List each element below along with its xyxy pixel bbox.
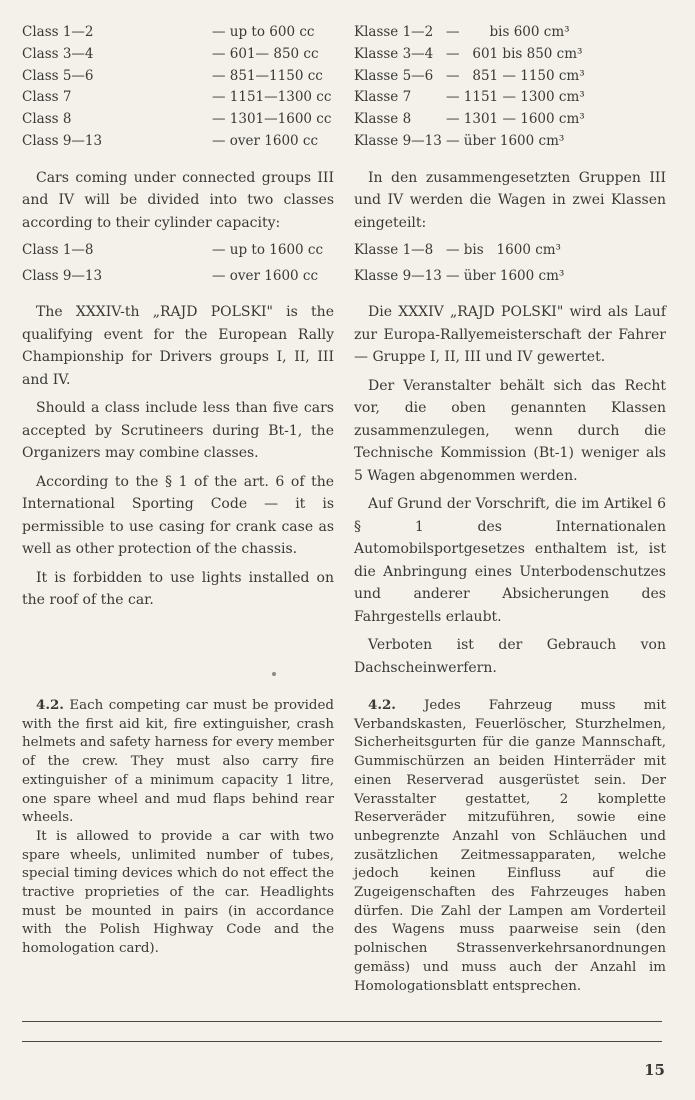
class-row [22, 44, 334, 66]
class-name: Class 8 [22, 111, 72, 128]
section-body: Each competing car must be provided with the first aid kit, fire extinguisher, crash helmets and safety harness for every member of the crew. They must also carry fire extinguisher of a minimum capacity 1 litre, one spare wheel and mud flaps behind rear wheels. [22, 698, 334, 826]
class-name: Class 1—2 [22, 24, 94, 40]
class-range: — 601— 850 cc [212, 45, 319, 62]
class-name: Klasse 9—13 [354, 132, 442, 149]
class-range: — bis 1600 cm³ [446, 242, 561, 259]
class-row [22, 66, 334, 88]
class-name: Class 5—6 [22, 67, 94, 84]
connected-groups-text: In den zusammengesetzten Gruppen III und IV werden die Wagen in zwei Klassen eingeteilt: [354, 169, 666, 231]
class-range: — over 1600 cc [212, 132, 319, 149]
class-range: — 1151—1300 cc [212, 89, 332, 106]
class-range: — 601 bis 850 cm³ [446, 45, 583, 62]
class-row [354, 87, 666, 109]
connected-groups-text: Cars coming under connected groups III and IV will be divided into two classes according to their cylinder capacity: [22, 169, 334, 231]
class-range: — 851 — 1150 cm³ [446, 67, 585, 84]
class-row [354, 131, 666, 153]
class-name: Class 9—13 [22, 268, 103, 285]
class-name: Class 7 [22, 89, 72, 106]
class-range: — 1301—1600 cc [212, 111, 332, 128]
section-4-2-text-2: It is allowed to provide a car with two spare wheels, unlimited number of tubes, special timing devices which do not effect the tractive proprieties of the car. Headlights must be mounted in pairs (in accordance with the Polish Highway Code and the homologation card). [22, 828, 334, 957]
class-row [22, 131, 334, 153]
class-name: Klasse 7 [354, 89, 412, 106]
class-name: Klasse 3—4 [354, 45, 434, 62]
class-name: Class 1—8 [22, 242, 94, 259]
class-range: — 1151 — 1300 cm³ [446, 89, 585, 106]
class-row [22, 22, 334, 44]
class-range: — über 1600 cm³ [446, 268, 565, 285]
german-section-4-2 [354, 696, 666, 996]
class-row [354, 263, 666, 289]
class-range: — bis 600 cm³ [446, 24, 570, 40]
class-range: — up to 1600 cc [212, 242, 324, 259]
class-name: Class 3—4 [22, 45, 94, 62]
qualifying-paragraph: Die XXXIV „RAJD POLSKI" wird als Lauf zur Europa-Rallyemeisterschaft der Fahrer — Gruppe I, II, III und IV gewertet. [354, 304, 666, 366]
class-row [354, 109, 666, 131]
connected-class-table-de [354, 237, 666, 289]
sporting-code-paragraph: According to the § 1 of the art. 6 of the International Sporting Code — it is permissible to use casing for crank case as well as other protection of the chassis. [22, 473, 334, 558]
class-row [354, 237, 666, 263]
class-range: — über 1600 cm³ [446, 132, 565, 149]
section-number: 4.2. [368, 697, 396, 713]
class-range: — 1301 — 1600 cm³ [446, 111, 585, 128]
class-name: Klasse 1—8 [354, 242, 434, 259]
page-number: 15 [644, 1061, 665, 1079]
class-name: Klasse 9—13 [354, 268, 442, 285]
class-row [22, 263, 334, 289]
class-range: — up to 600 cc [212, 24, 315, 40]
qualifying-paragraph: The XXXIV-th „RAJD POLSKI" is the qualifying event for the European Rally Championship for Drivers groups I, II, III and IV. [22, 304, 334, 388]
connected-class-table-en [22, 237, 334, 289]
sporting-code-paragraph: Auf Grund der Vorschrift, die im Artikel 6 § 1 des Internationalen Automobilsportgesetzes enthaltem ist, ist die Anbringung eines Unterbodenschutzes und anderer Absicherungen des Fahrgestells erlaubt. [354, 496, 666, 625]
section-4-2-text [22, 696, 334, 828]
section-number: 4.2. [36, 697, 64, 713]
class-name: Class 9—13 [22, 132, 103, 149]
section-4-2-text [354, 696, 666, 996]
roof-lights-paragraph: Verboten ist der Gebrauch von Dachscheinwerfern. [354, 637, 666, 676]
class-range: — over 1600 cc [212, 268, 319, 285]
roof-lights-paragraph: It is forbidden to use lights installed on the roof of the car. [22, 569, 334, 609]
english-column [22, 22, 334, 612]
english-section-4-2 [22, 696, 334, 959]
class-row [22, 87, 334, 109]
footer-rule-upper [22, 1021, 662, 1022]
footer-rule-lower [22, 1041, 662, 1042]
combine-classes-paragraph: Should a class include less than five cars accepted by Scrutineers during Bt-1, the Organizers may combine classes. [22, 400, 334, 462]
class-table-de [354, 22, 666, 153]
class-row [354, 66, 666, 88]
class-name: Klasse 5—6 [354, 67, 434, 84]
class-row [22, 109, 334, 131]
speck-mark [272, 672, 276, 676]
class-row [22, 237, 334, 263]
german-column [354, 22, 666, 679]
class-row [354, 22, 666, 44]
class-range: — 851—1150 cc [212, 67, 323, 84]
combine-classes-paragraph: Der Veranstalter behält sich das Recht vor, die oben genannten Klassen zusammenzulegen, wenn durch die Technische Kommission (Bt-1) weniger als 5 Wagen abgenommen werden. [354, 377, 666, 484]
section-body: Jedes Fahrzeug muss mit Verbandskasten, Feuerlöscher, Sturzhelmen, Sicherheitsgurten für die ganze Mannschaft, Gummischürzen an beiden Hinterräder mit einen Reserverad ausgerüstet sein. Der Verasstalter gestattet, 2 komplette Reserveräder mitzuführen, sowie eine unbegrenzte Anzahl von Schläuchen und zusätzlichen Zeitmessapparaten, welche jedoch keinen Einfluss auf die Zugeigenschaften des Fahrzeuges haben dürfen. Die Zahl der Lampen am Vorderteil des Wagens muss paarweise sein (den polnischen Strassenverkehrsanordnungen gemäss) und muss auch der Anzahl im Homologationsblatt entsprechen. [354, 698, 666, 994]
class-table-en [22, 22, 334, 153]
class-name: Klasse 1—2 [354, 24, 434, 40]
class-name: Klasse 8 [354, 111, 412, 128]
class-row [354, 44, 666, 66]
